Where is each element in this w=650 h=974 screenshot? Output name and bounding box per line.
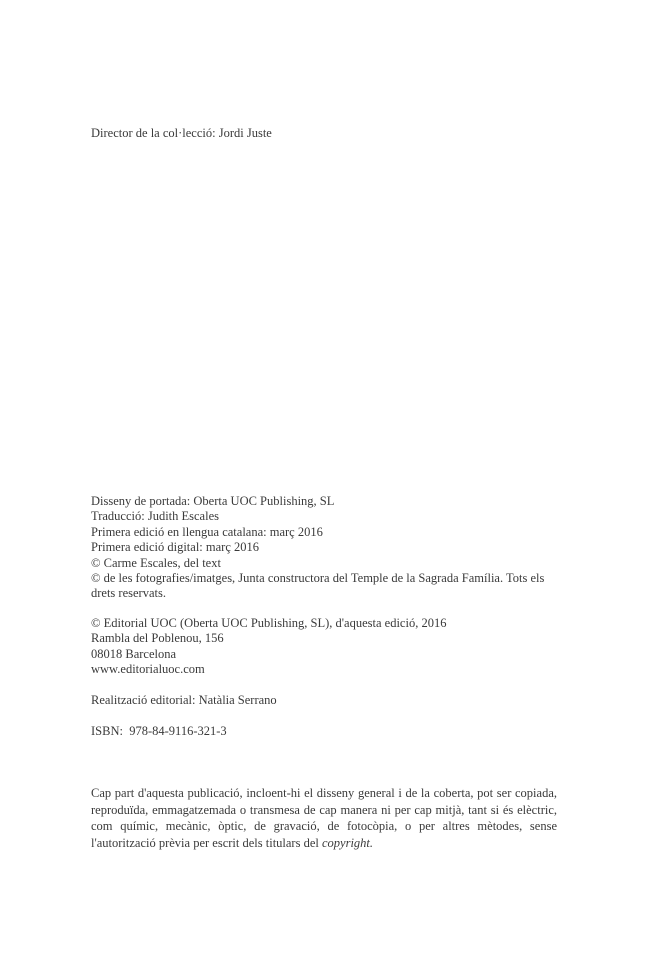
legal-text: Cap part d'aquesta publicació, incloent-hi el disseny general i de la coberta, pot ser copiada, reproduïda, emmagatzemada o transmesa de cap manera ni per cap mitjà, tant si és elèctric, com químic, mecànic, òptic, de gravació, de fotocòpia, o per altres mètodes, sense l'autorització prèvia per escrit dels titulars del (91, 786, 557, 850)
credits-block (91, 494, 561, 602)
collection-director (91, 126, 272, 141)
editorial-line: Realització editorial: Natàlia Serrano (91, 693, 277, 707)
director-line: Director de la col·lecció: Jordi Juste (91, 126, 272, 140)
publisher-address-line: Rambla del Poblenou, 156 (91, 631, 224, 646)
editorial-production (91, 693, 277, 708)
text-copyright-line: © Carme Escales, del text (91, 555, 221, 570)
publisher-block (91, 616, 446, 678)
isbn-line: ISBN: 978-84-9116-321-3 (91, 724, 227, 738)
photo-copyright-line: © de les fotografies/imatges, Junta constructora del Temple de la Sagrada Família. Tots els drets reservats. (91, 571, 545, 601)
publisher-website-link[interactable]: www.editorialuoc.com (91, 662, 205, 677)
publisher-city-line: 08018 Barcelona (91, 646, 177, 661)
publisher-copyright-line: © Editorial UOC (Oberta UOC Publishing, SL), d'aquesta edició, 2016 (91, 616, 447, 630)
legal-copyright-emphasis: copyright. (321, 835, 374, 850)
legal-notice (91, 785, 557, 851)
isbn-block (91, 724, 227, 739)
cover-design-line: Disseny de portada: Oberta UOC Publishing, SL (91, 494, 335, 508)
first-edition-catalan-line: Primera edició en llengua catalana: març 2016 (91, 524, 323, 539)
first-edition-digital-line: Primera edició digital: març 2016 (91, 540, 260, 555)
translation-line: Traducció: Judith Escales (91, 509, 219, 524)
